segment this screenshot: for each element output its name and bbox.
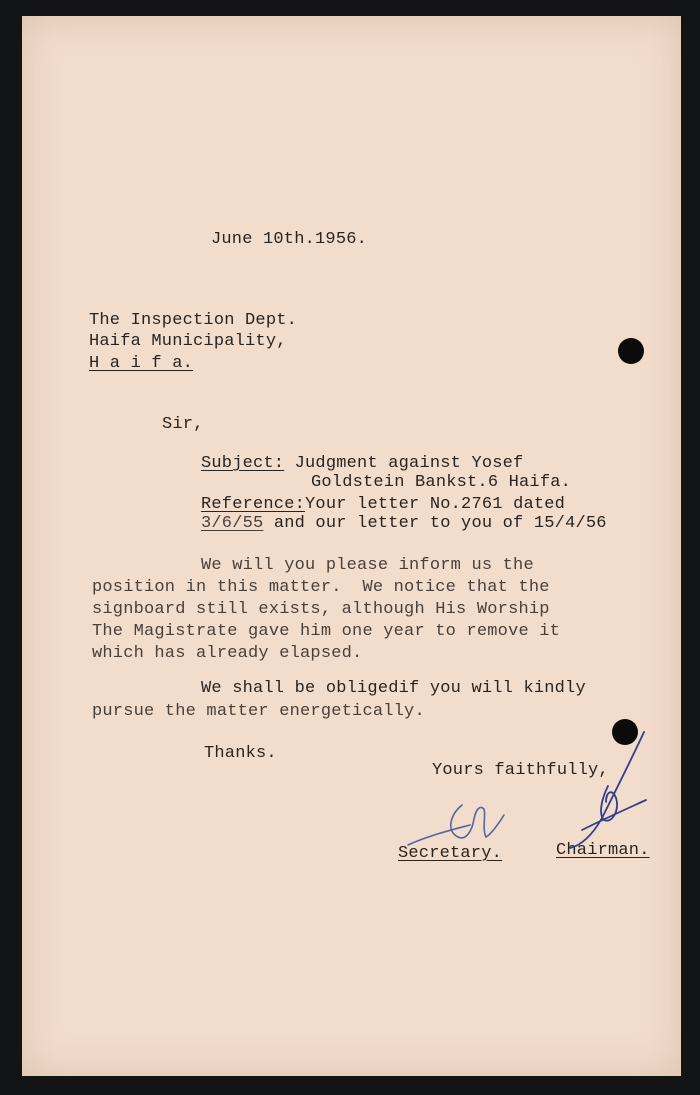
paragraph-1-line-5: which has already elapsed.	[92, 644, 363, 663]
paragraph-2-line-1: We shall be obligedif you will kindly	[201, 679, 586, 698]
paragraph-1-line-2: position in this matter. We notice that the	[92, 578, 550, 597]
closing: Yours faithfully,	[432, 761, 609, 780]
reference-rest: and our letter to you of 15/4/56	[263, 514, 607, 533]
recipient-line-2: Haifa Municipality,	[89, 332, 287, 351]
letter-date: June 10th.1956.	[211, 230, 368, 249]
secretary-signature	[400, 795, 515, 855]
paragraph-1-line-3: signboard still exists, although His Worship	[92, 600, 550, 619]
letter-page	[22, 16, 681, 1076]
thanks: Thanks.	[204, 744, 277, 763]
subject-line	[201, 453, 523, 474]
reference-label: Reference:	[201, 495, 306, 514]
paragraph-1-line-4: The Magistrate gave him one year to remove it	[92, 622, 561, 641]
paragraph-2-line-2: pursue the matter energetically.	[92, 702, 425, 721]
recipient-line-3: H a i f a.	[89, 354, 194, 373]
salutation: Sir,	[162, 415, 204, 434]
chairman-signature	[562, 728, 657, 853]
recipient-line-1: The Inspection Dept.	[89, 311, 298, 330]
paragraph-1-line-1: We will you please inform us the	[201, 556, 534, 575]
subject-line-2: Goldstein Bankst.6 Haifa.	[311, 473, 572, 492]
reference-line	[201, 494, 565, 515]
subject-text: Judgment against Yosef	[284, 454, 524, 473]
reference-date: 3/6/55	[201, 514, 264, 533]
chairman-label: Chairman.	[556, 841, 650, 860]
reference-text: Your letter No.2761 dated	[305, 495, 566, 514]
reference-line-2	[201, 513, 607, 534]
subject-label: Subject:	[201, 454, 285, 473]
punch-hole	[618, 338, 644, 364]
secretary-label: Secretary.	[398, 844, 503, 863]
